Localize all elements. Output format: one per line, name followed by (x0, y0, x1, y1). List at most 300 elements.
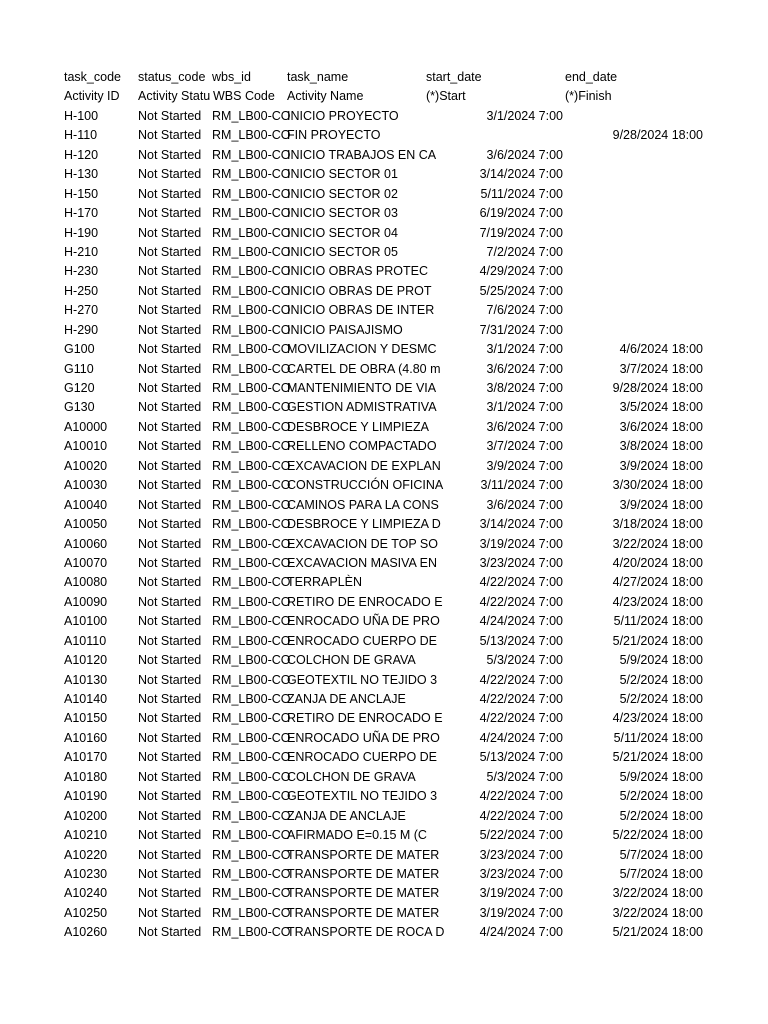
status-code-cell[interactable]: Not Started (138, 633, 202, 648)
wbs-id-cell[interactable]: RM_LB00-CO (212, 789, 291, 804)
end-date-cell[interactable]: 5/21/2024 18:00 (612, 750, 703, 765)
task-code-cell[interactable]: A10030 (64, 478, 108, 493)
end-date-cell[interactable]: 5/22/2024 18:00 (612, 828, 703, 843)
task-code-cell[interactable]: A10140 (64, 692, 108, 706)
wbs-id-cell[interactable]: RM_LB00-CO (212, 400, 291, 415)
task-code-cell[interactable]: H-210 (64, 244, 99, 259)
task-name-cell[interactable]: ZANJA DE ANCLAJE (287, 808, 406, 823)
start-date-cell[interactable]: 4/22/2024 7:00 (479, 575, 563, 590)
task-code-cell[interactable]: A10080 (64, 575, 108, 590)
task-code-cell[interactable]: A10220 (64, 847, 108, 862)
end-date-cell[interactable]: 3/7/2024 18:00 (619, 361, 703, 376)
task-name-cell[interactable]: CARTEL DE OBRA (4.80 m (287, 361, 441, 376)
end-date-cell[interactable] (565, 146, 703, 165)
start-date-cell[interactable]: 4/22/2024 7:00 (479, 789, 563, 804)
start-date-cell[interactable]: 5/25/2024 7:00 (479, 283, 563, 298)
table-row (0, 535, 768, 554)
end-date-cell[interactable]: 9/28/2024 18:00 (612, 381, 703, 395)
wbs-id-cell[interactable]: RM_LB00-CO (212, 381, 291, 395)
wbs-id-cell[interactable]: RM_LB00-CO (212, 925, 291, 940)
end-date-cell[interactable]: 4/20/2024 18:00 (612, 555, 703, 570)
wbs-id-cell[interactable]: RM_LB00-CO (212, 419, 291, 434)
task-code-cell[interactable]: G110 (64, 361, 94, 376)
start-date-cell[interactable]: 4/24/2024 7:00 (479, 614, 563, 629)
task-code-cell[interactable]: A10070 (64, 555, 108, 570)
start-date-cell[interactable]: 4/22/2024 7:00 (479, 594, 563, 609)
task-name-cell[interactable]: RELLENO COMPACTADO (287, 439, 437, 454)
task-name-cell[interactable]: AFIRMADO E=0.15 M (C (287, 828, 427, 843)
table-row (0, 923, 768, 942)
task-code-cell[interactable]: H-150 (64, 186, 99, 201)
task-name-cell[interactable]: INICIO SECTOR 03 (287, 206, 398, 221)
status-code-cell[interactable]: Not Started (138, 711, 202, 726)
task-code-cell[interactable]: H-290 (64, 322, 99, 337)
start-date-cell[interactable]: 3/6/2024 7:00 (486, 419, 563, 434)
table-row (0, 204, 768, 223)
end-date-cell[interactable]: 3/22/2024 18:00 (612, 536, 703, 551)
wbs-id-cell[interactable]: RM_LB00-CO (212, 361, 291, 376)
start-date-cell[interactable]: 3/23/2024 7:00 (479, 866, 563, 881)
task-name-cell[interactable]: INICIO SECTOR 04 (287, 225, 398, 240)
start-date-cell[interactable]: 3/6/2024 7:00 (486, 361, 563, 376)
wbs-id-cell[interactable]: RM_LB00-CO (212, 866, 291, 881)
end-date-cell[interactable] (565, 165, 703, 184)
wbs-id-cell[interactable]: RM_LB00-CO (212, 692, 291, 706)
task-code-cell[interactable]: G120 (64, 381, 95, 395)
task-name-cell[interactable]: TRANSPORTE DE MATER (287, 866, 440, 881)
start-date-cell[interactable]: 3/8/2024 7:00 (486, 381, 563, 395)
end-date-cell[interactable]: 5/2/2024 18:00 (619, 672, 703, 687)
task-code-cell[interactable]: A10240 (64, 886, 108, 901)
start-date-cell[interactable]: 6/19/2024 7:00 (479, 206, 563, 221)
wbs-id-cell[interactable]: RM_LB00-CO (212, 614, 291, 629)
table-row (0, 262, 768, 281)
wbs-id-cell[interactable]: RM_LB00-CO (212, 478, 291, 493)
task-name-cell[interactable]: INICIO OBRAS PROTEC (287, 264, 428, 279)
end-date-cell[interactable]: 5/9/2024 18:00 (619, 769, 703, 784)
task-code-cell[interactable]: A10040 (64, 497, 108, 512)
status-code-cell[interactable]: Not Started (138, 575, 202, 590)
task-code-cell[interactable]: A10110 (64, 633, 107, 648)
end-date-cell[interactable] (565, 204, 703, 223)
table-row (0, 729, 768, 748)
end-date-cell[interactable]: 5/11/2024 18:00 (613, 730, 703, 745)
end-date-cell[interactable]: 3/5/2024 18:00 (619, 400, 703, 415)
end-date-cell[interactable]: 3/9/2024 18:00 (619, 458, 703, 473)
start-date-cell[interactable]: 3/19/2024 7:00 (479, 536, 563, 551)
subheader-start[interactable]: (*)Start (426, 89, 466, 104)
task-name-cell[interactable]: INICIO PROYECTO (287, 108, 399, 123)
task-code-cell[interactable]: A10060 (64, 536, 108, 551)
start-date-cell[interactable]: 4/22/2024 7:00 (479, 672, 563, 687)
wbs-id-cell[interactable]: RM_LB00-CO (212, 555, 291, 570)
wbs-id-cell[interactable]: RM_LB00-CO (212, 225, 291, 240)
status-code-cell[interactable]: Not Started (138, 167, 202, 182)
wbs-id-cell[interactable]: RM_LB00-CO (212, 147, 291, 162)
table-row (0, 185, 768, 204)
task-name-cell[interactable]: GESTION ADMISTRATIVA (287, 400, 437, 415)
start-date-cell[interactable]: 3/23/2024 7:00 (479, 847, 563, 862)
status-code-cell[interactable]: Not Started (138, 594, 202, 609)
status-code-cell[interactable]: Not Started (138, 555, 202, 570)
end-date-cell[interactable]: 4/23/2024 18:00 (612, 594, 703, 609)
start-date-cell[interactable]: 5/13/2024 7:00 (479, 750, 563, 765)
subheader-row (0, 87, 768, 106)
task-name-cell[interactable]: GEOTEXTIL NO TEJIDO 3 (287, 789, 438, 804)
end-date-cell[interactable] (565, 224, 703, 243)
table-row (0, 787, 768, 806)
status-code-cell[interactable]: Not Started (138, 497, 202, 512)
task-code-cell[interactable]: A10180 (64, 769, 108, 784)
wbs-id-cell[interactable]: RM_LB00-CO (212, 886, 291, 901)
status-code-cell[interactable]: Not Started (138, 108, 202, 123)
end-date-cell[interactable]: 4/27/2024 18:00 (612, 575, 703, 590)
task-code-cell[interactable]: A10020 (64, 458, 108, 473)
task-name-cell[interactable]: INICIO OBRAS DE INTER (287, 303, 435, 318)
wbs-id-cell[interactable]: RM_LB00-CO (212, 497, 291, 512)
task-name-cell[interactable]: DESBROCE Y LIMPIEZA D (287, 517, 441, 532)
table-row (0, 282, 768, 301)
task-name-cell[interactable]: ENROCADO UÑA DE PRO (287, 730, 440, 745)
status-code-cell[interactable]: Not Started (138, 186, 202, 201)
status-code-cell[interactable]: Not Started (138, 789, 202, 804)
wbs-id-cell[interactable]: RM_LB00-CO (212, 108, 291, 123)
start-date-cell[interactable]: 3/1/2024 7:00 (486, 342, 563, 357)
task-name-cell[interactable]: COLCHON DE GRAVA (287, 653, 416, 668)
start-date-cell[interactable]: 3/23/2024 7:00 (479, 555, 563, 570)
start-date-cell[interactable]: 4/24/2024 7:00 (479, 730, 563, 745)
status-code-cell[interactable]: Not Started (138, 400, 202, 415)
table-row (0, 340, 768, 359)
task-code-cell[interactable]: A10100 (64, 614, 108, 629)
table-row (0, 593, 768, 612)
end-date-cell[interactable]: 3/30/2024 18:00 (612, 478, 703, 493)
end-date-cell[interactable]: 5/21/2024 18:00 (612, 925, 703, 940)
status-code-cell[interactable]: Not Started (138, 692, 202, 706)
wbs-id-cell[interactable]: RM_LB00-CO (212, 828, 291, 843)
task-name-cell[interactable]: CONSTRUCCIÓN OFICINA (287, 478, 444, 493)
status-code-cell[interactable]: Not Started (138, 283, 202, 298)
status-code-cell[interactable]: Not Started (138, 925, 202, 940)
task-name-cell[interactable]: INICIO TRABAJOS EN CA (287, 147, 437, 162)
wbs-id-cell[interactable]: RM_LB00-CO (212, 283, 291, 298)
task-name-cell[interactable]: FIN PROYECTO (287, 128, 381, 143)
subheader-activity-status[interactable]: Activity Statu (138, 89, 211, 104)
end-date-cell[interactable]: 3/6/2024 18:00 (619, 419, 703, 434)
start-date-cell[interactable]: 3/11/2024 7:00 (480, 478, 563, 493)
task-code-cell[interactable]: A10200 (64, 808, 108, 823)
status-code-cell[interactable]: Not Started (138, 750, 202, 765)
table-row (0, 651, 768, 670)
task-code-cell[interactable]: A10000 (64, 419, 108, 434)
end-date-cell[interactable]: 4/6/2024 18:00 (619, 342, 703, 357)
status-code-cell[interactable]: Not Started (138, 769, 202, 784)
status-code-cell[interactable]: Not Started (138, 614, 202, 629)
end-date-cell[interactable]: 5/2/2024 18:00 (619, 808, 703, 823)
status-code-cell[interactable]: Not Started (138, 730, 202, 745)
subheader-activity-name[interactable]: Activity Name (287, 89, 364, 104)
header-end-date[interactable]: end_date (565, 70, 618, 84)
end-date-cell[interactable]: 5/21/2024 18:00 (612, 633, 703, 648)
task-code-cell[interactable]: H-130 (64, 167, 99, 182)
task-name-cell[interactable]: GEOTEXTIL NO TEJIDO 3 (287, 672, 438, 687)
start-date-cell[interactable]: 5/3/2024 7:00 (486, 653, 563, 668)
task-code-cell[interactable]: A10130 (64, 672, 108, 687)
start-date-cell[interactable]: 7/2/2024 7:00 (486, 244, 563, 259)
start-date-cell[interactable]: 3/9/2024 7:00 (486, 458, 563, 473)
wbs-id-cell[interactable]: RM_LB00-CO (212, 633, 291, 648)
task-code-cell[interactable]: H-190 (64, 225, 99, 240)
task-name-cell[interactable]: TRANSPORTE DE ROCA D (287, 925, 445, 940)
status-code-cell[interactable]: Not Started (138, 672, 202, 687)
end-date-cell[interactable] (565, 321, 703, 340)
start-date-cell[interactable]: 4/22/2024 7:00 (479, 711, 563, 726)
start-date-cell[interactable]: 5/11/2024 7:00 (480, 186, 563, 201)
wbs-id-cell[interactable]: RM_LB00-CO (212, 594, 291, 609)
start-date-cell[interactable]: 3/14/2024 7:00 (479, 517, 563, 532)
end-date-cell[interactable]: 3/22/2024 18:00 (612, 905, 703, 920)
table-row (0, 146, 768, 165)
task-code-cell[interactable]: H-110 (64, 128, 98, 143)
task-code-cell[interactable]: G130 (64, 400, 95, 415)
task-code-cell[interactable]: H-270 (64, 303, 99, 318)
wbs-id-cell[interactable]: RM_LB00-CO (212, 186, 291, 201)
wbs-id-cell[interactable]: RM_LB00-CO (212, 847, 291, 862)
status-code-cell[interactable]: Not Started (138, 342, 202, 357)
end-date-cell[interactable]: 3/8/2024 18:00 (619, 439, 703, 454)
wbs-id-cell[interactable]: RM_LB00-CO (212, 536, 291, 551)
table-row (0, 126, 768, 145)
start-date-cell[interactable]: 3/19/2024 7:00 (479, 905, 563, 920)
wbs-id-cell[interactable]: RM_LB00-CO (212, 653, 291, 668)
status-code-cell[interactable]: Not Started (138, 828, 202, 843)
task-code-cell[interactable]: A10160 (64, 730, 108, 745)
start-date-cell[interactable]: 3/14/2024 7:00 (479, 167, 563, 182)
end-date-cell[interactable]: 5/7/2024 18:00 (619, 847, 703, 862)
wbs-id-cell[interactable]: RM_LB00-CO (212, 575, 291, 590)
end-date-cell[interactable]: 5/9/2024 18:00 (619, 653, 703, 668)
table-row (0, 865, 768, 884)
end-date-cell[interactable] (565, 262, 703, 281)
spreadsheet (0, 68, 768, 943)
start-date-cell[interactable]: 7/6/2024 7:00 (486, 303, 563, 318)
task-name-cell[interactable]: INICIO OBRAS DE PROT (287, 283, 432, 298)
wbs-id-cell[interactable]: RM_LB00-CO (212, 672, 291, 687)
start-date-cell[interactable]: 3/19/2024 7:00 (479, 886, 563, 901)
end-date-cell[interactable] (565, 301, 703, 320)
task-name-cell[interactable]: DESBROCE Y LIMPIEZA (287, 419, 429, 434)
task-code-cell[interactable]: A10150 (64, 711, 108, 726)
start-date-cell[interactable]: 3/6/2024 7:00 (486, 497, 563, 512)
table-row (0, 301, 768, 320)
task-code-cell[interactable]: A10230 (64, 866, 108, 881)
task-name-cell[interactable]: EXCAVACION DE EXPLAN (287, 458, 441, 473)
status-code-cell[interactable]: Not Started (138, 244, 202, 259)
task-name-cell[interactable]: TRANSPORTE DE MATER (287, 847, 440, 862)
wbs-id-cell[interactable]: RM_LB00-CO (212, 322, 291, 337)
header-task-name[interactable]: task_name (287, 70, 349, 84)
start-date-cell[interactable]: 4/22/2024 7:00 (479, 692, 563, 706)
task-code-cell[interactable]: A10090 (64, 594, 108, 609)
task-code-cell[interactable]: A10170 (64, 750, 108, 765)
status-code-cell[interactable]: Not Started (138, 322, 202, 337)
status-code-cell[interactable]: Not Started (138, 808, 202, 823)
task-code-cell[interactable]: H-250 (64, 283, 99, 298)
end-date-cell[interactable]: 5/2/2024 18:00 (619, 692, 703, 706)
table-row (0, 748, 768, 767)
status-code-cell[interactable]: Not Started (138, 905, 202, 920)
status-code-cell[interactable]: Not Started (138, 206, 202, 221)
start-date-cell[interactable]: 3/1/2024 7:00 (486, 400, 563, 415)
end-date-cell[interactable]: 5/2/2024 18:00 (619, 789, 703, 804)
task-name-cell[interactable]: RETIRO DE ENROCADO E (287, 594, 443, 609)
table-row (0, 165, 768, 184)
wbs-id-cell[interactable]: RM_LB00-CO (212, 128, 291, 143)
status-code-cell[interactable]: Not Started (138, 517, 202, 532)
end-date-cell[interactable] (565, 107, 703, 126)
wbs-id-cell[interactable]: RM_LB00-CO (212, 517, 291, 532)
status-code-cell[interactable]: Not Started (138, 147, 202, 162)
wbs-id-cell[interactable]: RM_LB00-CO (212, 342, 291, 357)
task-name-cell[interactable]: COLCHON DE GRAVA (287, 769, 416, 784)
table-row (0, 107, 768, 126)
task-name-cell[interactable]: MOVILIZACION Y DESMC (287, 342, 437, 357)
header-status-code[interactable]: status_code (138, 70, 206, 84)
status-code-cell[interactable]: Not Started (138, 536, 202, 551)
wbs-id-cell[interactable]: RM_LB00-CO (212, 750, 291, 765)
start-date-cell[interactable]: 5/3/2024 7:00 (486, 769, 563, 784)
task-name-cell[interactable]: TERRAPLÈN (287, 575, 363, 590)
start-date-cell[interactable]: 7/19/2024 7:00 (479, 225, 563, 240)
table-row (0, 418, 768, 437)
table-row (0, 671, 768, 690)
start-date-cell[interactable]: 5/13/2024 7:00 (479, 633, 563, 648)
status-code-cell[interactable]: Not Started (138, 458, 202, 473)
task-code-cell[interactable]: A10210 (64, 828, 108, 843)
wbs-id-cell[interactable]: RM_LB00-CO (212, 458, 291, 473)
wbs-id-cell[interactable]: RM_LB00-CO (212, 439, 291, 454)
task-name-cell[interactable]: INICIO SECTOR 05 (287, 244, 398, 259)
status-code-cell[interactable]: Not Started (138, 303, 202, 318)
table-row (0, 846, 768, 865)
task-name-cell[interactable]: MANTENIMIENTO DE VIA (287, 381, 437, 395)
task-name-cell[interactable]: INICIO SECTOR 01 (287, 167, 398, 182)
start-date-cell[interactable]: 4/29/2024 7:00 (479, 264, 563, 279)
wbs-id-cell[interactable]: RM_LB00-CO (212, 808, 291, 823)
status-code-cell[interactable]: Not Started (138, 886, 202, 901)
end-date-cell[interactable]: 4/23/2024 18:00 (612, 711, 703, 726)
end-date-cell[interactable]: 9/28/2024 18:00 (612, 128, 703, 143)
start-date-cell[interactable]: 5/22/2024 7:00 (479, 828, 563, 843)
task-code-cell[interactable]: H-100 (64, 108, 99, 123)
end-date-cell[interactable] (565, 185, 703, 204)
wbs-id-cell[interactable]: RM_LB00-CO (212, 711, 291, 726)
status-code-cell[interactable]: Not Started (138, 381, 202, 395)
task-name-cell[interactable]: INICIO PAISAJISMO (287, 322, 403, 337)
start-date-cell[interactable]: 7/31/2024 7:00 (479, 322, 563, 337)
status-code-cell[interactable]: Not Started (138, 847, 202, 862)
start-date-cell[interactable]: 4/24/2024 7:00 (479, 925, 563, 940)
header-wbs-id[interactable]: wbs_id (212, 70, 251, 84)
task-code-cell[interactable]: A10120 (64, 653, 108, 668)
status-code-cell[interactable]: Not Started (138, 439, 202, 454)
status-code-cell[interactable]: Not Started (138, 866, 202, 881)
task-name-cell[interactable]: TRANSPORTE DE MATER (287, 886, 440, 901)
header-start-date[interactable]: start_date (426, 70, 482, 84)
table-row (0, 515, 768, 534)
task-code-cell[interactable]: A10260 (64, 925, 108, 940)
task-code-cell[interactable]: A10050 (64, 517, 108, 532)
task-name-cell[interactable]: ZANJA DE ANCLAJE (287, 692, 406, 706)
task-code-cell[interactable]: H-170 (64, 206, 99, 221)
end-date-cell[interactable]: 5/7/2024 18:00 (619, 866, 703, 881)
end-date-cell[interactable] (565, 243, 703, 262)
task-name-cell[interactable]: INICIO SECTOR 02 (287, 186, 398, 201)
status-code-cell[interactable]: Not Started (138, 361, 202, 376)
status-code-cell[interactable]: Not Started (138, 128, 202, 143)
subheader-activity-id[interactable]: Activity ID (64, 89, 120, 104)
task-name-cell[interactable]: RETIRO DE ENROCADO E (287, 711, 443, 726)
table-row (0, 632, 768, 651)
task-code-cell[interactable]: H-230 (64, 264, 99, 279)
table-row (0, 709, 768, 728)
start-date-cell[interactable]: 3/7/2024 7:00 (486, 439, 563, 454)
wbs-id-cell[interactable]: RM_LB00-CO (212, 244, 291, 259)
task-name-cell[interactable]: EXCAVACION DE TOP SO (287, 536, 438, 551)
status-code-cell[interactable]: Not Started (138, 419, 202, 434)
wbs-id-cell[interactable]: RM_LB00-CO (212, 264, 291, 279)
end-date-cell[interactable]: 3/9/2024 18:00 (619, 497, 703, 512)
task-name-cell[interactable]: ENROCADO UÑA DE PRO (287, 614, 440, 629)
header-row (0, 68, 768, 87)
task-code-cell[interactable]: G100 (64, 342, 95, 357)
status-code-cell[interactable]: Not Started (138, 653, 202, 668)
task-code-cell[interactable]: H-120 (64, 147, 99, 162)
end-date-cell[interactable]: 5/11/2024 18:00 (613, 614, 703, 629)
wbs-id-cell[interactable]: RM_LB00-CO (212, 303, 291, 318)
task-name-cell[interactable]: CAMINOS PARA LA CONS (287, 497, 439, 512)
status-code-cell[interactable]: Not Started (138, 225, 202, 240)
status-code-cell[interactable]: Not Started (138, 478, 202, 493)
wbs-id-cell[interactable]: RM_LB00-CO (212, 167, 291, 182)
table-row (0, 379, 768, 398)
table-row (0, 398, 768, 417)
wbs-id-cell[interactable]: RM_LB00-CO (212, 730, 291, 745)
header-task-code[interactable]: task_code (64, 70, 121, 84)
task-code-cell[interactable]: A10190 (64, 789, 108, 804)
end-date-cell[interactable]: 3/22/2024 18:00 (612, 886, 703, 901)
start-date-cell[interactable]: 3/6/2024 7:00 (486, 147, 563, 162)
start-date-cell[interactable]: 3/1/2024 7:00 (486, 108, 563, 123)
wbs-id-cell[interactable]: RM_LB00-CO (212, 905, 291, 920)
task-name-cell[interactable]: EXCAVACION MASIVA EN (287, 555, 438, 570)
subheader-finish[interactable]: (*)Finish (565, 89, 612, 104)
status-code-cell[interactable]: Not Started (138, 264, 202, 279)
table-row (0, 573, 768, 592)
end-date-cell[interactable]: 3/18/2024 18:00 (612, 517, 703, 532)
task-name-cell[interactable]: ENROCADO CUERPO DE (287, 750, 438, 765)
end-date-cell[interactable] (565, 282, 703, 301)
task-code-cell[interactable]: A10010 (64, 439, 108, 454)
wbs-id-cell[interactable]: RM_LB00-CO (212, 769, 291, 784)
wbs-id-cell[interactable]: RM_LB00-CO (212, 206, 291, 221)
task-name-cell[interactable]: TRANSPORTE DE MATER (287, 905, 440, 920)
task-name-cell[interactable]: ENROCADO CUERPO DE (287, 633, 438, 648)
start-date-cell[interactable] (426, 126, 563, 145)
table-row (0, 884, 768, 903)
start-date-cell[interactable]: 4/22/2024 7:00 (479, 808, 563, 823)
task-code-cell[interactable]: A10250 (64, 905, 108, 920)
